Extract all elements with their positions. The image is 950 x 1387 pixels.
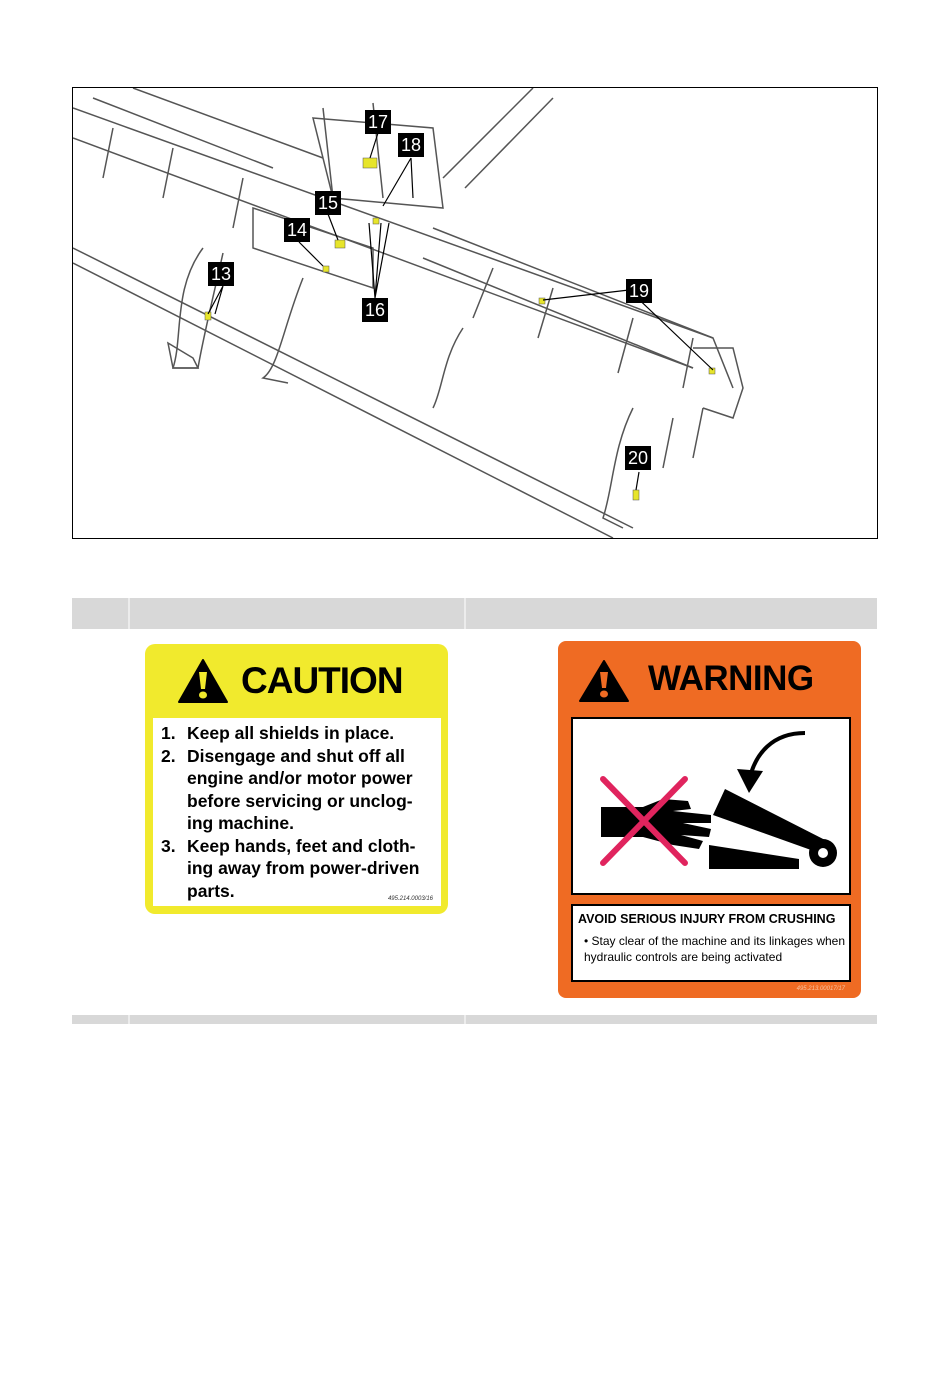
- caution-item: 2. Disengage and shut off all engine and/or motor power before servicing or unclog-ing machine.: [161, 745, 413, 833]
- warning-title: WARNING: [648, 659, 814, 698]
- callout-20: 20: [625, 446, 651, 470]
- callout-16: 16: [362, 298, 388, 322]
- caution-title: CAUTION: [241, 660, 403, 701]
- machine-figure: [72, 87, 878, 539]
- warning-decal: [558, 641, 861, 998]
- warning-subtitle: AVOID SERIOUS INJURY FROM CRUSHING: [578, 912, 836, 926]
- callout-17: 17: [365, 110, 391, 134]
- warning-code: 495.213.00017/17: [796, 986, 845, 992]
- decal-table-footer: [72, 1015, 877, 1024]
- caution-item: 1. Keep all shields in place.: [161, 723, 395, 743]
- callout-14: 14: [284, 218, 310, 242]
- callout-13: 13: [208, 262, 234, 286]
- warning-triangle-icon: [177, 658, 229, 704]
- warning-text: • Stay clear of the machine and its linkages when hydraulic controls are being activated: [584, 934, 846, 964]
- warning-pictogram: [571, 717, 851, 895]
- caution-code: 495.214.0003/16: [387, 896, 433, 902]
- caution-body: [153, 718, 441, 906]
- caution-list: [161, 722, 437, 902]
- callout-15: 15: [315, 191, 341, 215]
- caution-item: 3. Keep hands, feet and cloth-ing away from power-driven parts.: [161, 835, 420, 901]
- hand-crush-icon: [573, 719, 849, 893]
- warning-triangle-icon: [578, 659, 630, 703]
- callout-19: 19: [626, 279, 652, 303]
- warning-textbox: [571, 904, 851, 982]
- callout-18: 18: [398, 133, 424, 157]
- decal-table-header: [72, 598, 877, 629]
- caution-decal: [145, 644, 448, 914]
- machine-illustration: [73, 88, 877, 538]
